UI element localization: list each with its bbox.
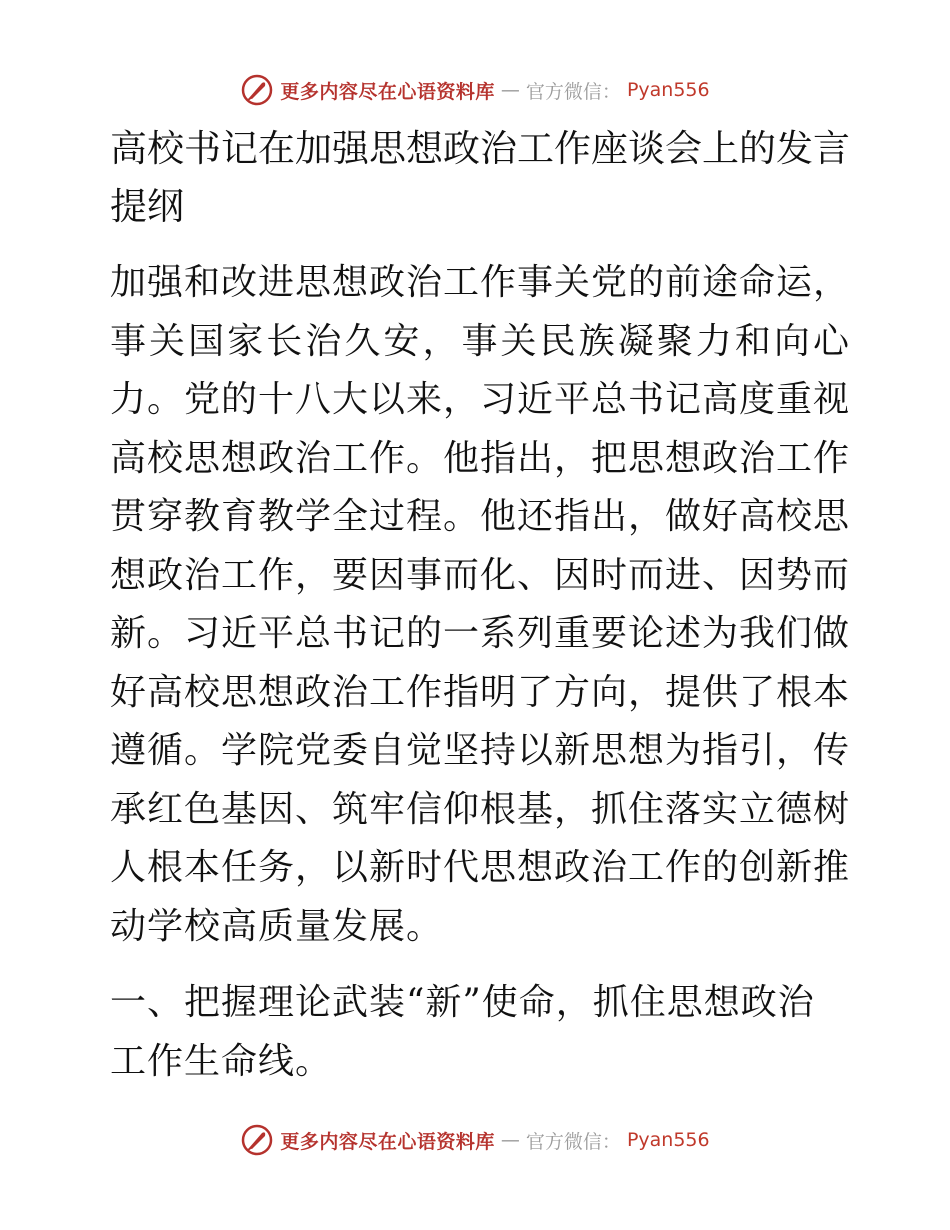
banner-site-text: 更多内容尽在心语资料库 bbox=[280, 1130, 495, 1153]
footer-watermark-banner bbox=[0, 1120, 950, 1160]
banner-site-text: 更多内容尽在心语资料库 bbox=[280, 80, 495, 103]
feather-pen-logo-icon bbox=[240, 1123, 274, 1157]
paragraph-intro: 加强和改进思想政治工作事关党的前途命运，事关国家长治久安，事关民族凝聚力和向心力。党的十八大以来，习近平总书记高度重视高校思想政治工作。他指出，把思想政治工作贯穿教育教学全过程。他还指出，做好高校思想政治工作，要因事而化、因时而进、因势而新。习近平总书记的一系列重要论述为我们做好高校思想政治工作指明了方向，提供了根本遵循。学院党委自觉坚持以新思想为指引，传承红色基因、筑牢信仰根基，抓住落实立德树人根本任务，以新时代思想政治工作的创新推动学校高质量发展。 bbox=[110, 262, 851, 947]
document-body bbox=[100, 120, 850, 1091]
section-heading-1: 一、把握理论武装“新”使命，抓住思想政治工作生命线。 bbox=[110, 982, 815, 1082]
banner-separator: — bbox=[500, 1129, 520, 1151]
document-title: 高校书记在加强思想政治工作座谈会上的发言提纲 bbox=[110, 127, 850, 228]
feather-pen-logo-icon bbox=[240, 73, 274, 107]
banner-wechat-id: Pyan556 bbox=[626, 79, 710, 101]
header-watermark-banner bbox=[0, 70, 950, 110]
banner-separator: — bbox=[500, 79, 520, 101]
banner-wechat-id: Pyan556 bbox=[626, 1129, 710, 1151]
banner-wechat-label: 官方微信： bbox=[525, 1130, 621, 1153]
banner-wechat-label: 官方微信： bbox=[525, 80, 621, 103]
